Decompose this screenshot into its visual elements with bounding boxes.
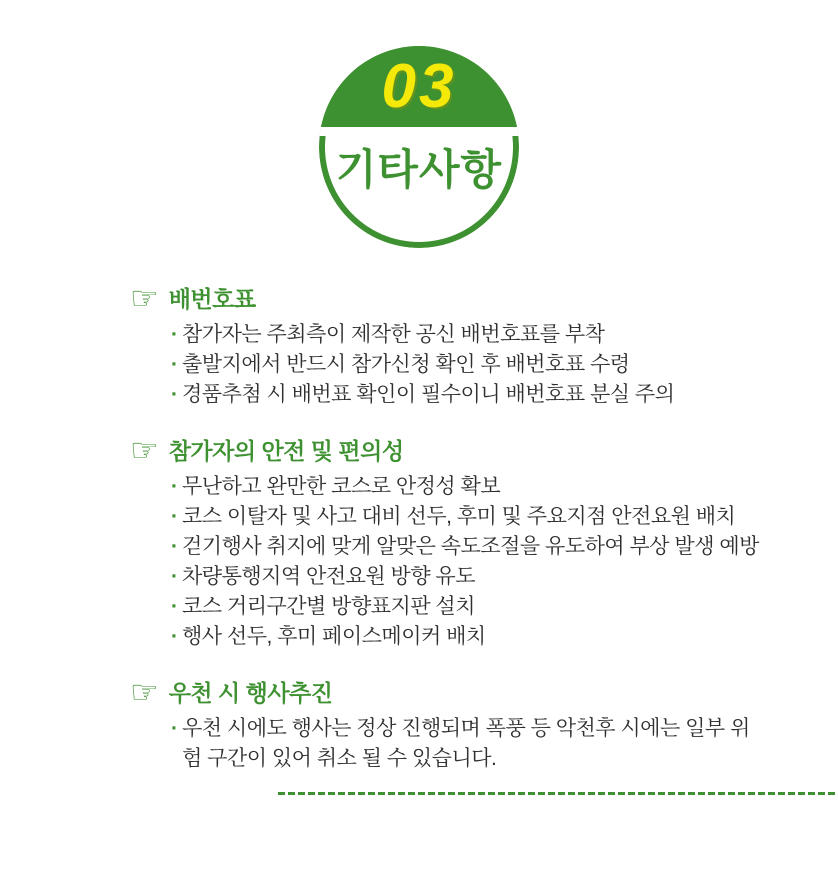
bullet-text: 무난하고 완만한 코스로 안정성 확보 (182, 475, 501, 498)
bullet-text: 걷기행사 취지에 맞게 알맞은 속도조절을 유도하여 부상 발생 예방 (182, 535, 759, 558)
bullet-text: 차량통행지역 안전요원 방향 유도 (182, 565, 476, 588)
bullet-dot-icon: · (171, 323, 178, 346)
bullet-dot-icon: · (171, 535, 178, 558)
content-area (0, 280, 838, 795)
bullet-dot-icon: · (171, 717, 178, 740)
bullet-list (130, 472, 838, 652)
section-heading-row (130, 432, 838, 468)
bullet-list (130, 714, 838, 774)
bullet-item (171, 472, 838, 502)
pointing-hand-icon: ☞ (130, 280, 159, 316)
badge-title: 기타사항 (335, 146, 503, 193)
pointing-hand-icon: ☞ (130, 432, 159, 468)
bullet-text: 행사 선두, 후미 페이스메이커 배치 (182, 625, 486, 648)
section-heading: 참가자의 안전 및 편의성 (168, 438, 404, 464)
bullet-item (171, 562, 838, 592)
badge-circle (319, 46, 519, 248)
bullet-item (171, 714, 838, 774)
bullet-text: 코스 거리구간별 방향표지판 설치 (182, 595, 476, 618)
bullet-text: 참가자는 주최측이 제작한 공신 배번호표를 부착 (182, 323, 605, 346)
pointing-hand-icon: ☞ (130, 674, 159, 710)
bullet-item (171, 380, 838, 410)
bullet-dot-icon: · (171, 625, 178, 648)
bullet-item (171, 622, 838, 652)
bullet-dot-icon: · (171, 505, 178, 528)
section-bib-number (130, 280, 838, 410)
section-rain-plan (130, 674, 838, 774)
bullet-dot-icon: · (171, 353, 178, 376)
section-number-badge (319, 46, 519, 248)
bullet-dot-icon: · (171, 595, 178, 618)
bullet-item (171, 320, 838, 350)
section-heading-row (130, 280, 838, 316)
bullet-text: 출발지에서 반드시 참가신청 확인 후 배번호표 수령 (182, 353, 630, 376)
bullet-item (171, 532, 838, 562)
bullet-dot-icon: · (171, 475, 178, 498)
bullet-list (130, 320, 838, 410)
bullet-item (171, 592, 838, 622)
bullet-item (171, 502, 838, 532)
section-safety (130, 432, 838, 652)
dashed-divider (278, 792, 838, 795)
bullet-item (171, 350, 838, 380)
section-heading: 우천 시 행사추진 (168, 680, 333, 706)
section-heading: 배번호표 (168, 286, 256, 312)
bullet-dot-icon: · (171, 565, 178, 588)
bullet-text: 경품추첨 시 배번표 확인이 필수이니 배번호표 분실 주의 (182, 383, 675, 406)
bullet-text: 우천 시에도 행사는 정상 진행되며 폭풍 등 악천후 시에는 일부 위험 구간이 있어 취소 될 수 있습니다. (182, 717, 750, 770)
poster-page (0, 46, 838, 884)
section-heading-row (130, 674, 838, 710)
badge-divider-stripe (319, 127, 519, 136)
bullet-text: 코스 이탈자 및 사고 대비 선두, 후미 및 주요지점 안전요원 배치 (182, 505, 736, 528)
badge-number: 03 (381, 52, 457, 121)
bullet-dot-icon: · (171, 383, 178, 406)
